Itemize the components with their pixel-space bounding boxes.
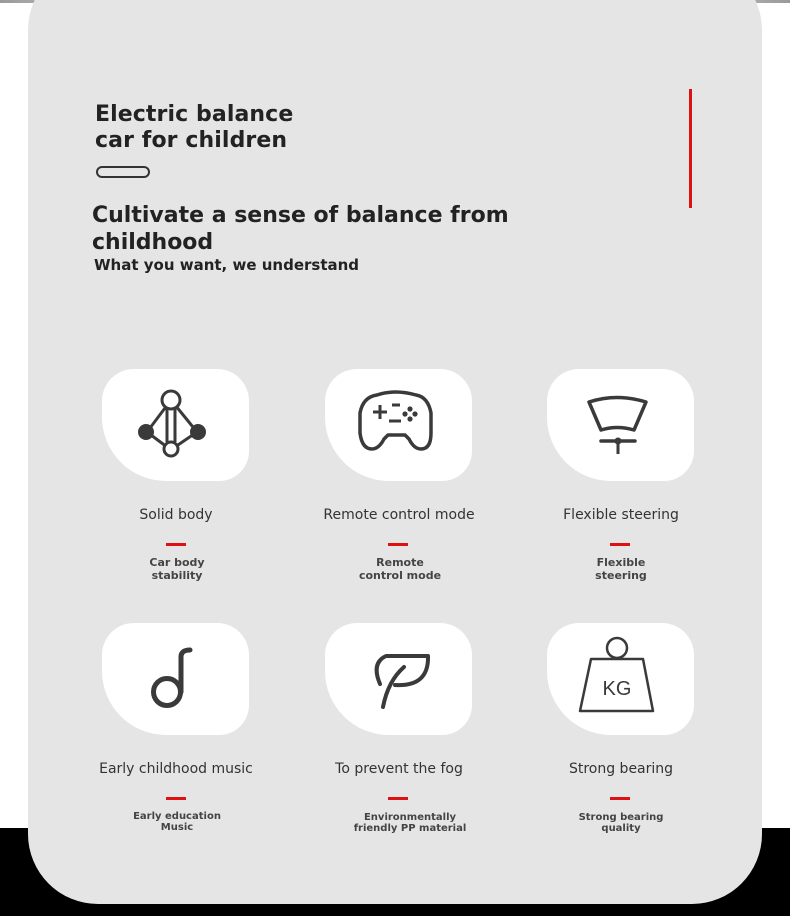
feature-sublabel: Strong bearing quality <box>578 812 664 834</box>
kg-weight-icon <box>547 623 694 735</box>
red-dash <box>166 797 186 800</box>
feature-label: To prevent the fog <box>335 761 463 777</box>
red-dash <box>610 543 630 546</box>
headline: Cultivate a sense of balance from childhood <box>92 203 509 255</box>
feature-label: Flexible steering <box>563 507 679 523</box>
feature-label: Early childhood music <box>99 761 253 777</box>
feature-label: Strong bearing <box>568 761 674 777</box>
red-dash <box>610 797 630 800</box>
feature-card-music <box>102 623 249 735</box>
feature-label: Solid body <box>139 507 213 523</box>
feature-sublabel: Car body stability <box>149 556 205 582</box>
feature-sublabel: Remote control mode <box>358 556 442 582</box>
kg-label: KG <box>602 678 632 700</box>
red-dash <box>388 797 408 800</box>
red-accent-line <box>689 89 692 208</box>
red-dash <box>166 543 186 546</box>
feature-card-bearing <box>547 623 694 735</box>
feature-card-flexible-steering <box>547 369 694 481</box>
page-title: Electric balance car for children <box>95 102 294 153</box>
feature-sublabel: Flexible steering <box>595 556 647 582</box>
music-note-icon <box>102 623 249 735</box>
leaf-icon <box>325 623 472 735</box>
gamepad-icon <box>325 369 472 481</box>
feature-card-remote-control <box>325 369 472 481</box>
feature-card-fog <box>325 623 472 735</box>
red-dash <box>388 543 408 546</box>
feature-label: Remote control mode <box>323 507 475 523</box>
steering-fan-icon <box>547 369 694 481</box>
balance-triangle-icon <box>102 369 249 481</box>
feature-sublabel: Environmentally friendly PP material <box>353 812 467 834</box>
subline: What you want, we understand <box>94 256 360 274</box>
feature-sublabel: Early education Music <box>133 811 221 833</box>
feature-card-solid-body <box>102 369 249 481</box>
pill-decoration <box>96 166 150 178</box>
